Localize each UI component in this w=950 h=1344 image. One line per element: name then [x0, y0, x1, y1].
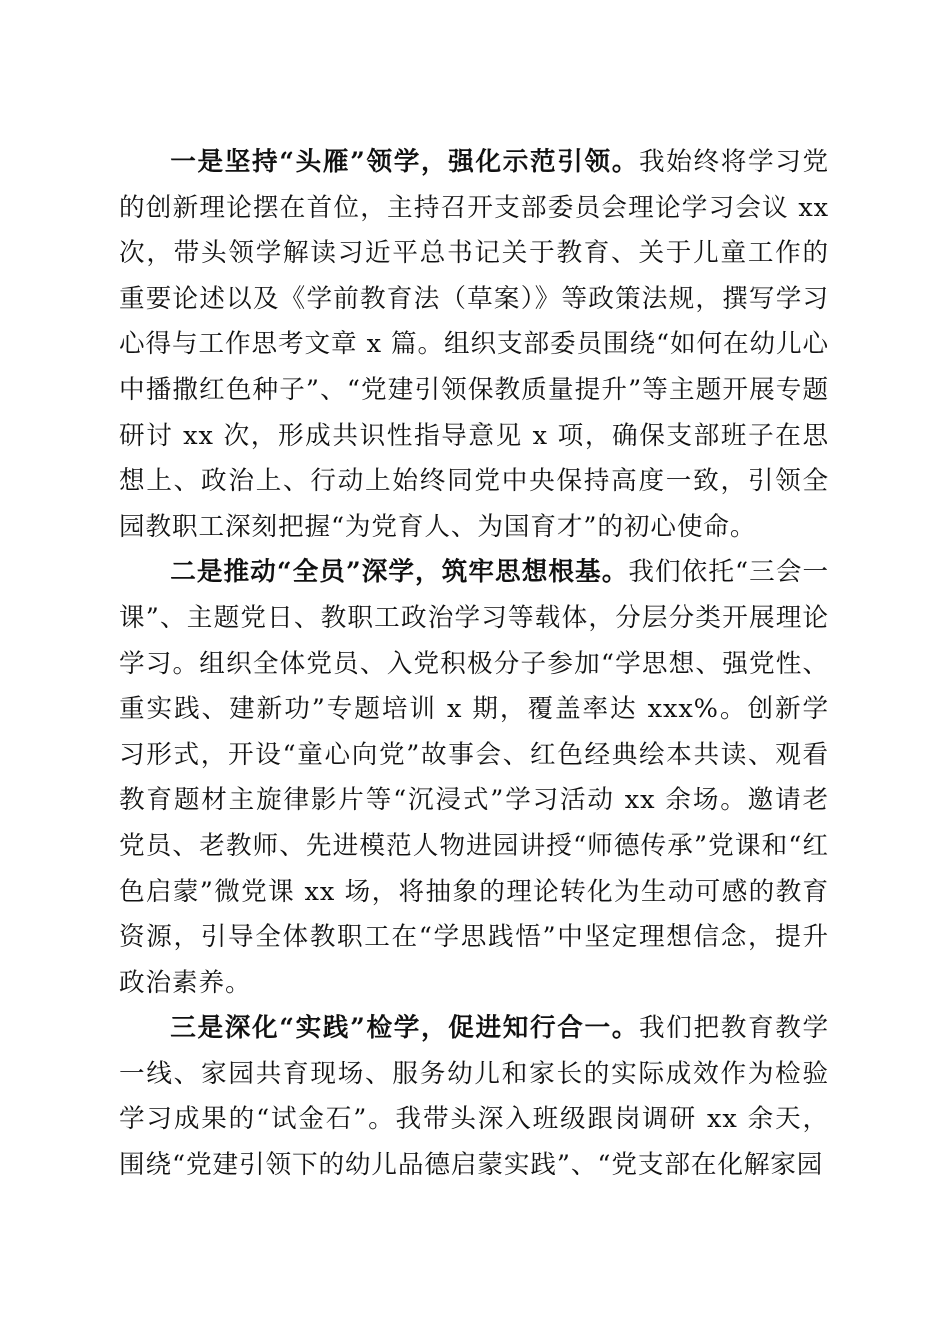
paragraph-1: [119, 140, 829, 550]
paragraph-3-heading: 三是深化“实践”检学，促进知行合一。: [170, 1013, 639, 1044]
paragraph-2-heading: 二是推动“全员”深学，筑牢思想根基。: [170, 557, 629, 588]
document-body: [119, 140, 829, 1189]
paragraph-1-heading: 一是坚持“头雁”领学，强化示范引领。: [170, 147, 639, 177]
paragraph-1-text: 我始终将学习党的创新理论摆在首位，主持召开支部委员会理论学习会议 xx 次，带头领学解读习近平总书记关于教育、关于儿童工作的重要论述以及《学前教育法（草案）》等政策法规，撰写学习心得与工作思考文章 x 篇。组织支部委员围绕“如何在幼儿心中播撒红色种子”、“党建引领保教质量提升”等主题开展专题研讨 xx 次，形成共识性指导意见 x 项，确保支部班子在思想上、政治上、行动上始终同党中央保持高度一致，引领全园教职工深刻把握“为党育人、为国育才”的初心使命。: [119, 147, 829, 542]
paragraph-3: [119, 1006, 829, 1188]
paragraph-2: [119, 550, 829, 1006]
paragraph-3-text: 我们把教育教学一线、家园共育现场、服务幼儿和家长的实际成效作为检验学习成果的“试金石”。我带头深入班级跟岗调研 xx 余天，围绕“党建引领下的幼儿品德启蒙实践”、“党支部在化解家园: [119, 1013, 829, 1181]
paragraph-2-text: 我们依托“三会一课”、主题党日、教职工政治学习等载体，分层分类开展理论学习。组织全体党员、入党积极分子参加“学思想、强党性、重实践、建新功”专题培训 x 期，覆盖率达 xxx%。创新学习形式，开设“童心向党”故事会、红色经典绘本共读、观看教育题材主旋律影片等“沉浸式”学习活动 xx 余场。邀请老党员、老教师、先进模范人物进园讲授“师德传承”党课和“红色启蒙”微党课 xx 场，将抽象的理论转化为生动可感的教育资源，引导全体教职工在“学思践悟”中坚定理想信念，提升政治素养。: [119, 557, 829, 998]
